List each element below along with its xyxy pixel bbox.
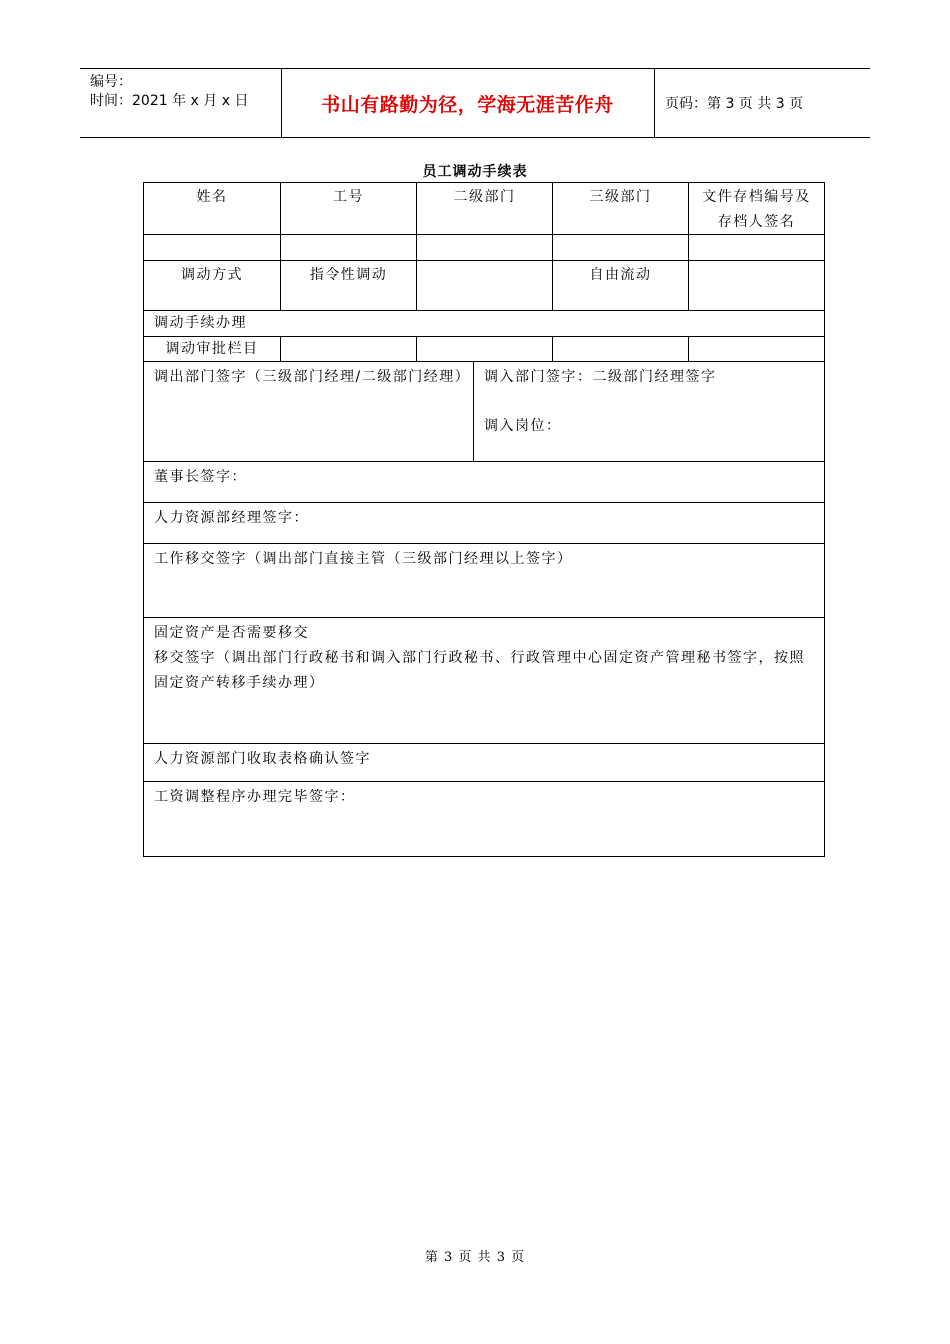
- in-dept-sign-cell[interactable]: [473, 361, 825, 462]
- header-page-number: 页码：第 3 页 共 3 页: [665, 96, 804, 112]
- approval-cell[interactable]: [552, 336, 689, 362]
- approval-cell[interactable]: [280, 336, 417, 362]
- level3-dept-value-cell[interactable]: [552, 234, 689, 261]
- document-date-label: 时间：2021 年 x 月 x 日: [90, 93, 249, 109]
- approval-label: 调动审批栏目: [143, 336, 281, 362]
- col-header-archive-sign: 文件存档编号及存档人签名: [688, 182, 825, 235]
- col-header-employee-id: 工号: [280, 182, 417, 235]
- approval-cell[interactable]: [688, 336, 825, 362]
- directive-transfer-label: 指令性调动: [280, 260, 417, 311]
- col-header-name: 姓名: [143, 182, 281, 235]
- header-meta: [90, 73, 248, 111]
- col-header-level2-dept: 二级部门: [416, 182, 553, 235]
- free-transfer-label: 自由流动: [552, 260, 689, 311]
- free-transfer-value-cell[interactable]: [688, 260, 825, 311]
- level2-dept-value-cell[interactable]: [416, 234, 553, 261]
- employee-id-value-cell[interactable]: [280, 234, 417, 261]
- hr-manager-sign-cell[interactable]: [143, 502, 825, 544]
- archive-sign-value-cell[interactable]: [688, 234, 825, 261]
- chairman-sign-label: 董事长签字：: [154, 469, 247, 485]
- page-footer: 第 3 页 共 3 页: [424, 1250, 526, 1265]
- out-dept-sign-label: 调出部门签字（三级部门经理/二级部门经理）: [154, 369, 471, 385]
- header-motto: 书山有路勤为径，学海无涯苦作舟: [321, 93, 614, 116]
- handover-sign-label: 工作移交签字（调出部门直接主管（三级部门经理以上签字）: [154, 551, 573, 567]
- approval-cell[interactable]: [416, 336, 553, 362]
- name-value-cell[interactable]: [143, 234, 281, 261]
- salary-sign-label: 工资调整程序办理完毕签字：: [154, 789, 356, 805]
- page-header: [80, 68, 870, 138]
- asset-sign-label: 移交签字（调出部门行政秘书和调入部门行政秘书、行政管理中心固定资产管理秘书签字，按照固定资产转移手续办理）: [154, 650, 805, 691]
- header-divider: [654, 69, 655, 137]
- procedure-label: 调动手续办理: [143, 310, 825, 337]
- in-dept-sign-label: 调入部门签字：二级部门经理签字: [484, 369, 717, 385]
- directive-transfer-value-cell[interactable]: [416, 260, 553, 311]
- out-dept-sign-cell[interactable]: [143, 361, 474, 462]
- document-number-label: 编号：: [90, 74, 132, 90]
- salary-sign-cell[interactable]: [143, 781, 825, 857]
- col-header-level3-dept: 三级部门: [552, 182, 689, 235]
- transfer-method-label: 调动方式: [143, 260, 281, 311]
- hr-manager-sign-label: 人力资源部经理签字：: [154, 510, 309, 526]
- hr-receive-sign-cell[interactable]: [143, 743, 825, 782]
- asset-question-label: 固定资产是否需要移交: [154, 625, 309, 641]
- form-title: 员工调动手续表: [422, 164, 528, 180]
- hr-receive-sign-label: 人力资源部门收取表格确认签字: [154, 751, 371, 767]
- handover-sign-cell[interactable]: [143, 543, 825, 618]
- asset-transfer-cell[interactable]: [143, 617, 825, 744]
- in-position-label: 调入岗位：: [484, 418, 562, 434]
- chairman-sign-cell[interactable]: [143, 461, 825, 503]
